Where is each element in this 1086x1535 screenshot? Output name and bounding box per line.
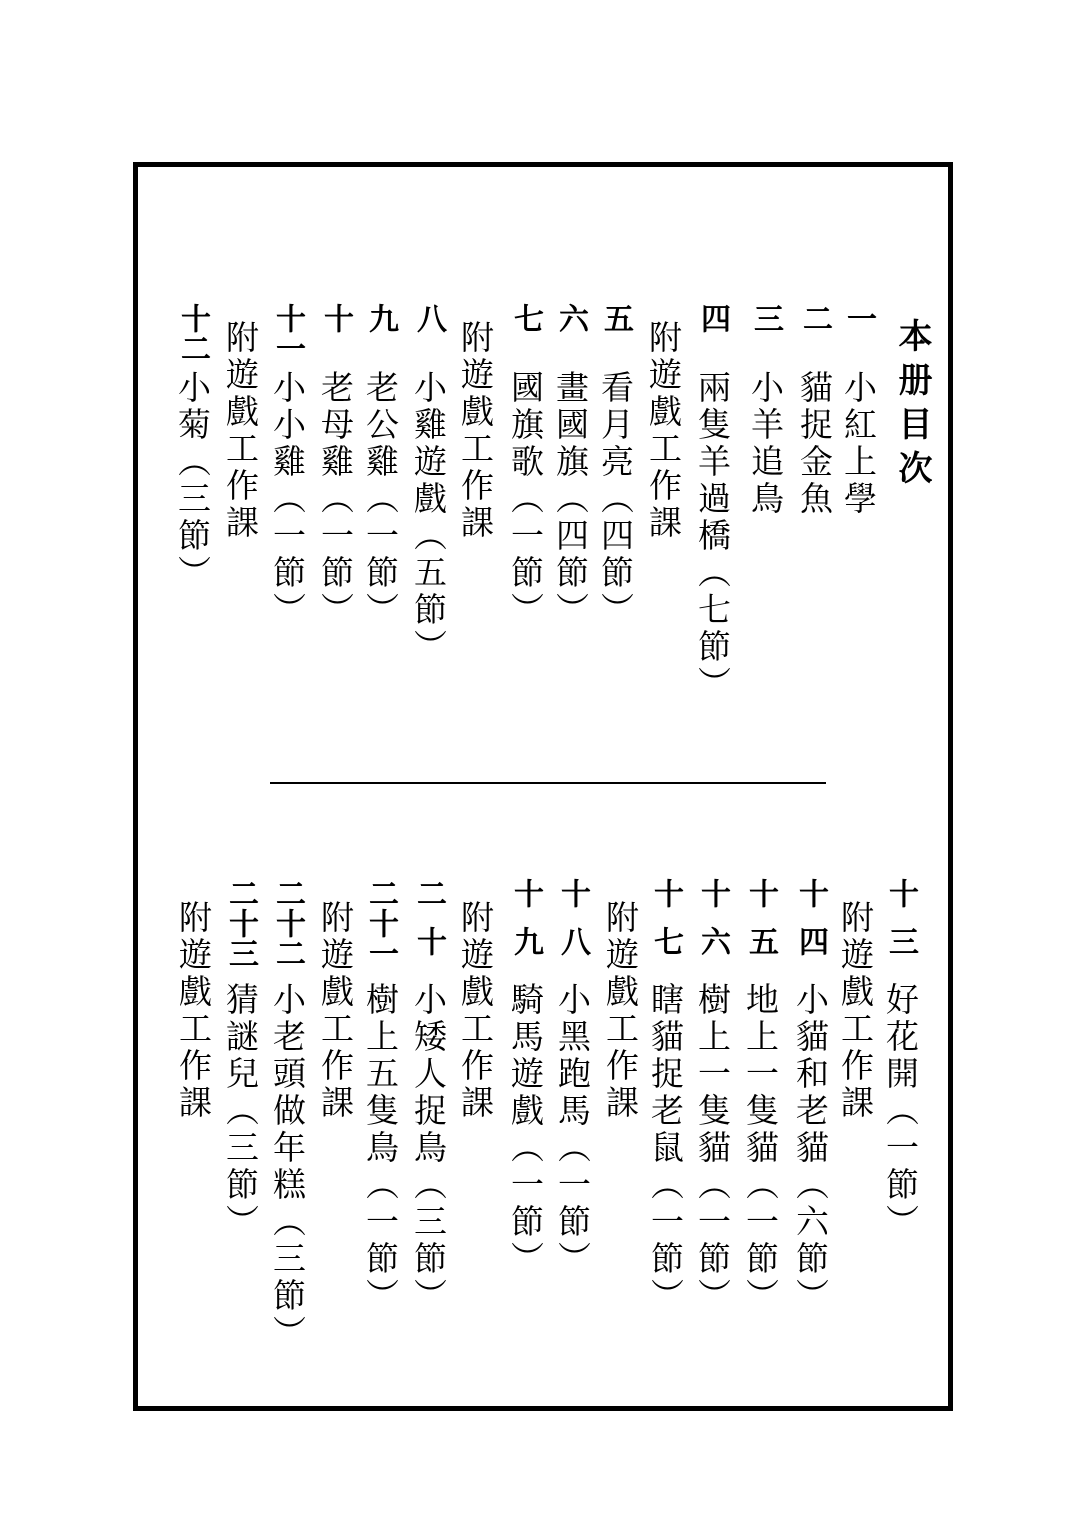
lesson-title: 國旗歌（一節） — [506, 370, 545, 629]
lesson-title: 小紅上學 — [839, 370, 878, 518]
lesson-number: 六 — [553, 303, 588, 333]
appendix-title: 附遊戲工作課 — [221, 320, 260, 542]
lesson-title: 騎馬遊戲（一節） — [506, 982, 545, 1278]
lesson-number: 二十二 — [270, 878, 305, 968]
lesson-title: 老公雞（一節） — [361, 370, 400, 629]
lesson-number: 十二 — [175, 303, 210, 363]
appendix-title: 附遊戲工作課 — [174, 900, 213, 1122]
lesson-number: 十五 — [743, 878, 778, 974]
lesson-number: 二十 — [411, 878, 446, 974]
lesson-title: 小老頭做年糕（三節） — [268, 982, 307, 1352]
lesson-number: 二 — [797, 303, 832, 333]
appendix-title: 附遊戲工作課 — [644, 320, 683, 542]
lesson-title: 樹上五隻鳥（一節） — [361, 982, 400, 1315]
lesson-number: 十一 — [270, 303, 305, 363]
lesson-title: 小黑跑馬（一節） — [553, 982, 592, 1278]
lesson-title: 畫國旗（四節） — [551, 370, 590, 629]
lesson-number: 十八 — [555, 878, 590, 974]
lesson-number: 十四 — [793, 878, 828, 974]
appendix-title: 附遊戲工作課 — [456, 900, 495, 1122]
lesson-title: 貓捉金魚 — [795, 370, 834, 518]
lesson-number: 十三 — [883, 878, 918, 974]
lesson-title: 小貓和老貓（六節） — [791, 982, 830, 1315]
lesson-number: 十七 — [648, 878, 683, 974]
section-divider — [270, 782, 826, 784]
lesson-title: 老母雞（一節） — [316, 370, 355, 629]
lesson-title: 樹上一隻貓（一節） — [693, 982, 732, 1315]
lesson-number: 二十一 — [363, 878, 398, 968]
lesson-number: 一 — [841, 303, 876, 333]
lesson-title: 瞎貓捉老鼠（一節） — [646, 982, 685, 1315]
appendix-title: 附遊戲工作課 — [316, 900, 355, 1122]
lesson-title: 好花開（一節） — [881, 982, 920, 1241]
appendix-title: 附遊戲工作課 — [601, 900, 640, 1122]
lesson-title: 小雞遊戲（五節） — [409, 370, 448, 666]
lesson-number: 十六 — [695, 878, 730, 974]
appendix-title: 附遊戲工作課 — [456, 320, 495, 542]
lesson-title: 小小雞（一節） — [268, 370, 307, 629]
lesson-number: 四 — [695, 303, 730, 333]
lesson-title: 小羊追鳥 — [746, 370, 785, 518]
lesson-number: 九 — [363, 303, 398, 333]
lesson-number: 十九 — [508, 878, 543, 974]
lesson-title: 兩隻羊過橋（七節） — [693, 370, 732, 703]
lesson-title: 看月亮（四節） — [596, 370, 635, 629]
lesson-title: 猜謎兒（三節） — [221, 982, 260, 1241]
appendix-title: 附遊戲工作課 — [836, 900, 875, 1122]
lesson-number: 二十三 — [223, 878, 258, 968]
lesson-title: 小矮人捉鳥（三節） — [409, 982, 448, 1315]
lesson-title: 地上一隻貓（一節） — [741, 982, 780, 1315]
lesson-number: 七 — [508, 303, 543, 333]
lesson-number: 三 — [748, 303, 783, 333]
lesson-number: 五 — [598, 303, 633, 333]
lesson-number: 十 — [318, 303, 353, 333]
lesson-title: 小菊（三節） — [173, 370, 212, 592]
page-title: 本册目次 — [892, 318, 932, 494]
lesson-number: 八 — [411, 303, 446, 333]
